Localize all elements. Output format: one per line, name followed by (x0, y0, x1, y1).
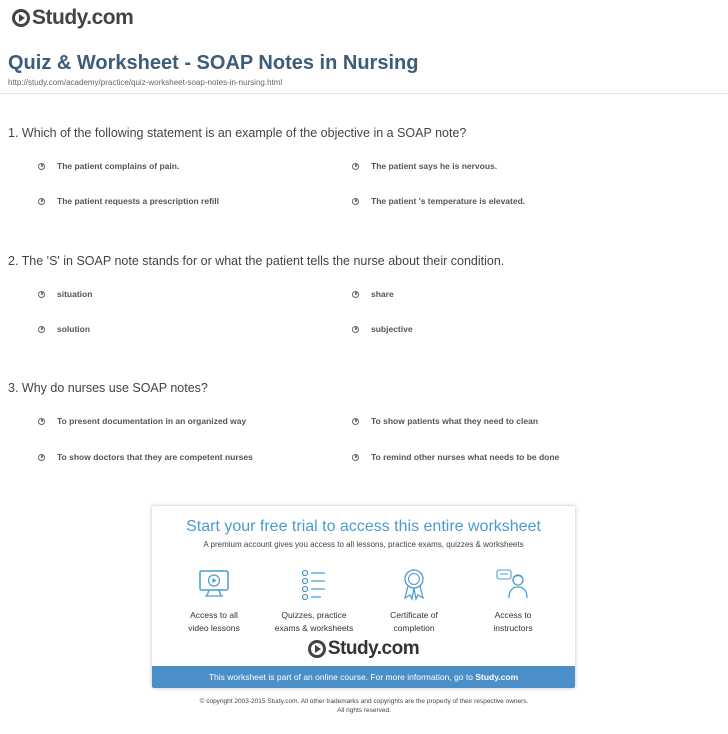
radio-icon[interactable] (352, 198, 359, 205)
video-icon (194, 566, 234, 602)
radio-icon[interactable] (352, 291, 359, 298)
promo-bar-link[interactable]: Study.com (475, 672, 519, 682)
rights-line: All rights reserved. (337, 707, 391, 714)
q1-option-a[interactable] (38, 161, 179, 171)
feature-label: Quizzes, practice (281, 610, 347, 620)
option-label: situation (57, 289, 93, 299)
feature-label: Certificate of (390, 610, 438, 620)
option-label: To show doctors that they are competent nurses (57, 452, 253, 462)
radio-icon[interactable] (38, 198, 45, 205)
option-label: share (371, 289, 394, 299)
q3-option-a[interactable] (38, 416, 246, 426)
copyright-footer (140, 697, 588, 715)
checklist-icon (294, 566, 334, 602)
option-label: The patient complains of pain. (57, 161, 180, 171)
question-2: 2. The 'S' in SOAP note stands for or what the patient tells the nurse about their condition. (8, 254, 505, 268)
q3-option-d[interactable] (352, 452, 559, 462)
q2-option-c[interactable] (38, 324, 90, 334)
page-url[interactable]: http://study.com/academy/practice/quiz-worksheet-soap-notes-in-nursing.html (8, 78, 283, 87)
q2-option-a[interactable] (38, 289, 92, 299)
radio-icon[interactable] (38, 163, 45, 170)
play-logo-icon (12, 9, 30, 27)
promo-info-bar (152, 666, 575, 688)
radio-icon[interactable] (38, 326, 45, 333)
option-label: The patient requests a prescription refill (57, 196, 220, 206)
feature-label: completion (393, 623, 435, 633)
q2-option-b[interactable] (352, 289, 394, 299)
divider (0, 93, 728, 94)
page-title: Quiz & Worksheet - SOAP Notes in Nursing (8, 52, 419, 74)
feature-label: exams & worksheets (274, 623, 354, 633)
radio-icon[interactable] (38, 454, 45, 461)
radio-icon[interactable] (352, 418, 359, 425)
feature-label: instructors (493, 623, 533, 633)
option-label: To present documentation in an organized way (57, 416, 247, 426)
radio-icon[interactable] (38, 291, 45, 298)
radio-icon[interactable] (352, 454, 359, 461)
instructor-icon (493, 566, 533, 602)
option-label: solution (57, 324, 91, 334)
feature-label: video lessons (188, 623, 240, 633)
feature-certificate (364, 566, 464, 635)
feature-label: Access to (494, 610, 532, 620)
q3-option-b[interactable] (352, 416, 538, 426)
option-label: The patient 's temperature is elevated. (371, 196, 526, 206)
q2-option-d[interactable] (352, 324, 413, 334)
free-trial-promo (152, 506, 575, 688)
radio-icon[interactable] (352, 163, 359, 170)
feature-quizzes (264, 566, 364, 635)
option-label: To remind other nurses what needs to be done (371, 452, 560, 462)
option-label: subjective (371, 324, 413, 334)
promo-bar-text: This worksheet is part of an online course. For more information, go to (208, 672, 476, 682)
copyright-line: © copyright 2003-2015 Study.com. All other trademarks and copyrights are the property of their respective owners. (199, 698, 529, 705)
q1-option-b[interactable] (352, 161, 497, 171)
brand-name: Study.com (32, 6, 134, 29)
option-label: To show patients what they need to clean (371, 416, 539, 426)
promo-brand-name: Study.com (327, 638, 420, 659)
radio-icon[interactable] (352, 326, 359, 333)
promo-study-logo[interactable] (152, 638, 575, 660)
certificate-icon (394, 566, 434, 602)
question-3: 3. Why do nurses use SOAP notes? (8, 381, 208, 395)
radio-icon[interactable] (38, 418, 45, 425)
q1-option-c[interactable] (38, 196, 219, 206)
feature-video-lessons (164, 566, 264, 635)
q3-option-c[interactable] (38, 452, 253, 462)
play-logo-icon (308, 640, 326, 658)
option-label: The patient says he is nervous. (371, 161, 498, 171)
promo-title[interactable]: Start your free trial to access this entire worksheet (186, 518, 541, 535)
promo-subtitle: A premium account gives you access to all lessons, practice exams, quizzes & worksheets (203, 540, 524, 549)
study-logo[interactable] (12, 6, 133, 30)
question-1: 1. Which of the following statement is an example of the objective in a SOAP note? (8, 126, 467, 140)
q1-option-d[interactable] (352, 196, 525, 206)
feature-label: Access to all (190, 610, 238, 620)
feature-instructors (463, 566, 563, 635)
